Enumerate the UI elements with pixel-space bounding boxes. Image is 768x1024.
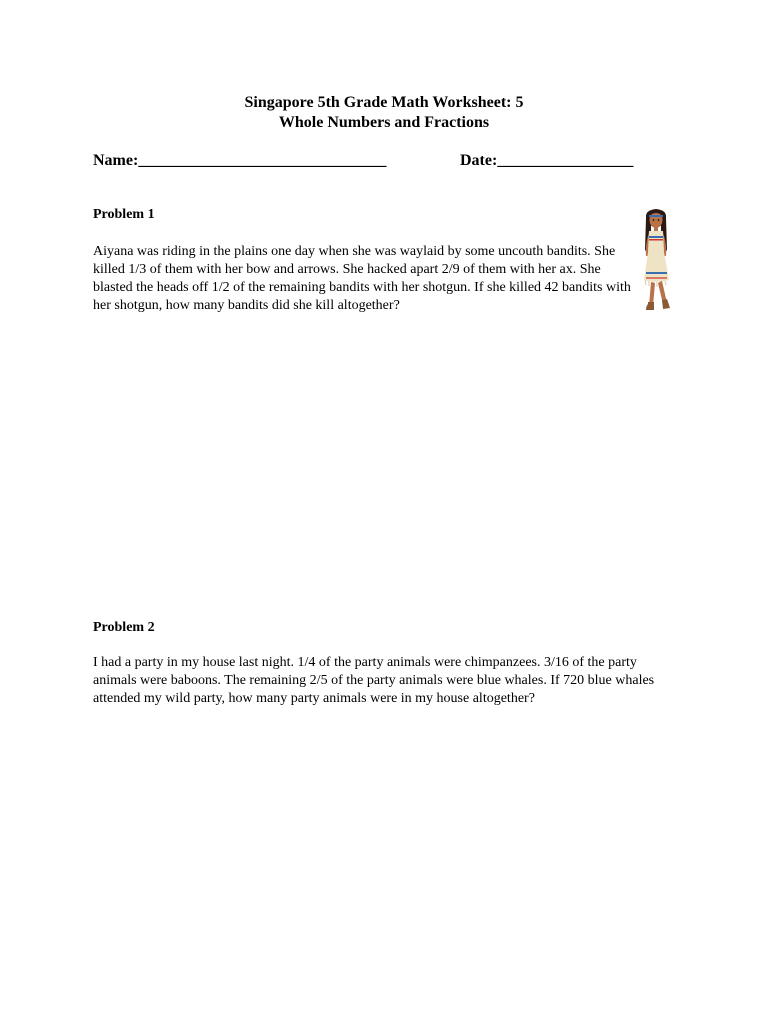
worksheet-subtitle: Whole Numbers and Fractions <box>278 114 490 131</box>
worksheet-title: Singapore 5th Grade Math Worksheet: 5 <box>244 94 524 111</box>
problem-2-heading: Problem 2 <box>93 620 155 635</box>
problem-2-text: I had a party in my house last night. 1/4 of the party animals were chimpanzees. 3/16 of the party animals were baboons. The remaining 2/5 of the party animals were blue whales. If 720 blue whales attended my wild party, how many party animals were in my house altogether? <box>93 655 655 706</box>
problem-1-text: Aiyana was riding in the plains one day when she was waylaid by some uncouth bandits. She killed 1/3 of them with her bow and arrows. She hacked apart 2/9 of them with her ax. She blasted the heads off 1/2 of the remaining bandits with her shotgun. If she killed 42 bandits with her shotgun, how many bandits did she kill altogether? <box>93 244 631 313</box>
problem-1-heading: Problem 1 <box>93 207 155 222</box>
native-girl-character-icon <box>636 206 676 314</box>
name-field: Name:_______________________________ <box>93 152 387 169</box>
date-field: Date:_________________ <box>460 152 634 169</box>
